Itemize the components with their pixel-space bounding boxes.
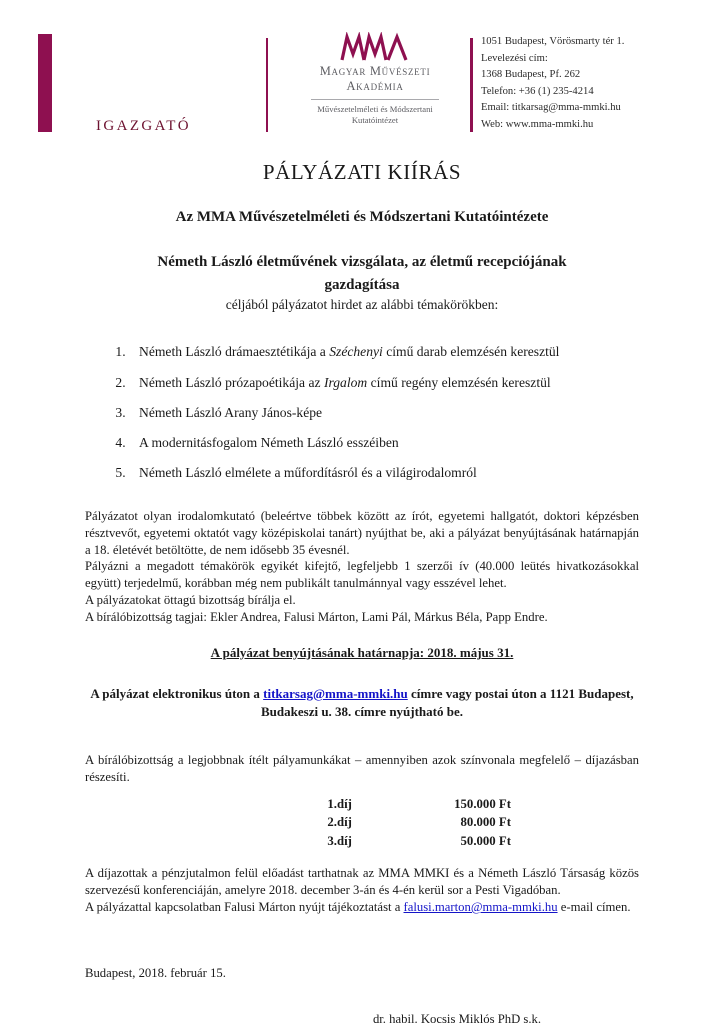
prize-rank: 1.: [327, 796, 337, 811]
topic-text-post: című regény elemzésén keresztül: [367, 374, 551, 390]
prize-label: díj: [337, 815, 352, 830]
letterhead-divider-left: [266, 38, 268, 132]
contact-text-after: e-mail címen.: [557, 900, 631, 915]
paragraph-jury-members: A bírálóbizottság tagjai: Ekler Andrea, Falusi Márton, Lami Pál, Márkus Béla, Papp Endre.: [85, 610, 548, 625]
call-purpose-line: céljából pályázatot hirdet az alábbi témakörökben:: [225, 297, 499, 313]
mma-logo-block: [300, 32, 450, 127]
institute-subtitle: Az MMA Művészetelméleti és Módszertani Kutatóintézete: [175, 209, 549, 225]
topic-text-pre: Németh László prózapoétikája az: [139, 374, 324, 390]
table-row: [301, 813, 511, 832]
submission-instructions: [85, 685, 639, 721]
paragraph-jury: A pályázatokat öttagú bizottság bírálja el.: [85, 593, 296, 608]
contact-email: Email: titkarsag@mma-mmki.hu: [481, 102, 621, 114]
submission-deadline: A pályázat benyújtásának határnapja: 2018. május 31.: [210, 644, 514, 660]
letterhead-divider-right: [470, 38, 473, 132]
contact-web: Web: www.mma-mmki.hu: [481, 118, 594, 130]
table-row: [301, 832, 511, 851]
logo-line-1: Magyar Művészeti: [319, 64, 431, 78]
topic-text-pre: Németh László elmélete a műfordításról és a világirodalomról: [139, 465, 477, 481]
topic-list: [85, 343, 639, 481]
contact-mailing-label: Levelezési cím:: [481, 52, 548, 64]
contact-person-email-link[interactable]: falusi.marton@mma-mmki.hu: [403, 900, 558, 915]
submit-text-after: címre vagy postai úton a 1121 Budapest, Budakeszi u. 38. címre nyújtható be.: [261, 685, 634, 719]
topic-text-italic: Irgalom: [323, 374, 368, 390]
director-label: IGAZGATÓ: [96, 118, 192, 134]
logo-separator-rule: [311, 99, 439, 100]
logo-subtitle-1: Művészetelméleti és Módszertani: [317, 103, 433, 114]
topic-text-italic: Széchenyi: [329, 344, 383, 360]
contact-address-line: 1051 Budapest, Vörösmarty tér 1.: [481, 36, 625, 47]
prize-table: [301, 795, 511, 851]
topic-text-pre: Németh László drámaesztétikája a: [139, 344, 330, 360]
mma-monogram-icon: [338, 32, 412, 62]
logo-line-2: Akadémia: [346, 79, 404, 94]
contact-text-before: A pályázattal kapcsolatban Falusi Márton nyújt tájékoztatást a: [85, 900, 404, 915]
prize-label: díj: [337, 796, 352, 811]
document-body: [85, 160, 639, 1027]
list-item: [129, 374, 639, 392]
contact-mailing-address: 1368 Budapest, Pf. 262: [481, 69, 581, 81]
letterhead: [0, 30, 724, 140]
contact-phone: Telefon: +36 (1) 235-4214: [481, 85, 594, 97]
topic-text-pre: A modernitásfogalom Németh László esszéiben: [139, 434, 399, 450]
paragraph-awards-intro: A bírálóbizottság a legjobbnak ítélt pályamunkákat – amennyiben azok színvonala megfelelő – díjazásban részesíti.: [85, 752, 639, 784]
paragraph-format: Pályázni a megadott témakörök egyikét kifejtő, legfeljebb 1 szerzői ív (40.000 leütés hivatkozásokkal együtt) terjedelmű, korábban még nem publikált tanulmánnyal vagy esszével lehet.: [85, 559, 639, 591]
list-item: [129, 404, 639, 422]
topic-text-pre: Németh László Arany János-képe: [139, 404, 323, 420]
table-row: [301, 795, 511, 814]
submit-text-before: A pályázat elektronikus úton a: [90, 685, 264, 701]
prize-amount: 80.000 Ft: [460, 815, 511, 830]
contact-block: [481, 34, 711, 133]
list-item: [129, 464, 639, 482]
signature-name: dr. habil. Kocsis Miklós PhD s.k.: [372, 1011, 542, 1026]
list-item: [129, 434, 639, 452]
topic-text-post: című darab elemzésén keresztül: [382, 344, 560, 360]
secretariat-email-link[interactable]: titkarsag@mma-mmki.hu: [263, 685, 408, 701]
paragraph-contact-person: [85, 899, 639, 916]
prize-amount: 150.000 Ft: [454, 796, 511, 811]
prize-rank: 2.: [327, 815, 337, 830]
closing-date: Budapest, 2018. február 15.: [85, 965, 226, 980]
call-theme-line-1: Németh László életművének vizsgálata, az életmű recepciójának: [157, 254, 567, 270]
page-title: PÁLYÁZATI KIÍRÁS: [262, 160, 462, 184]
paragraph-conference: A díjazottak a pénzjutalmon felül előadást tarthatnak az MMA MMKI és a Németh László Társaság közös szervezésű konferenciáján, amelyre 2018. december 3-án és 4-én kerül sor a Pesti Vigadóban.: [85, 866, 639, 898]
prize-rank: 3.: [327, 833, 337, 848]
brand-accent-bar: [38, 34, 52, 132]
prize-amount: 50.000 Ft: [460, 833, 511, 848]
paragraph-eligibility: Pályázatot olyan irodalomkutató (beleértve többek között az írót, egyetemi hallgatót, doktori képzésben résztvevőt, egyetemi oktatót vagy középiskolai tanárt) nyújthat be, aki a pályázat benyújtásának határnapján a 18. életévét betöltötte, de nem idősebb 35 évesnél.: [85, 508, 639, 557]
call-theme-line-2: gazdagítása: [324, 276, 400, 293]
logo-subtitle-2: Kutatóintézet: [351, 115, 399, 126]
list-item: [129, 343, 639, 361]
prize-label: díj: [337, 833, 352, 848]
